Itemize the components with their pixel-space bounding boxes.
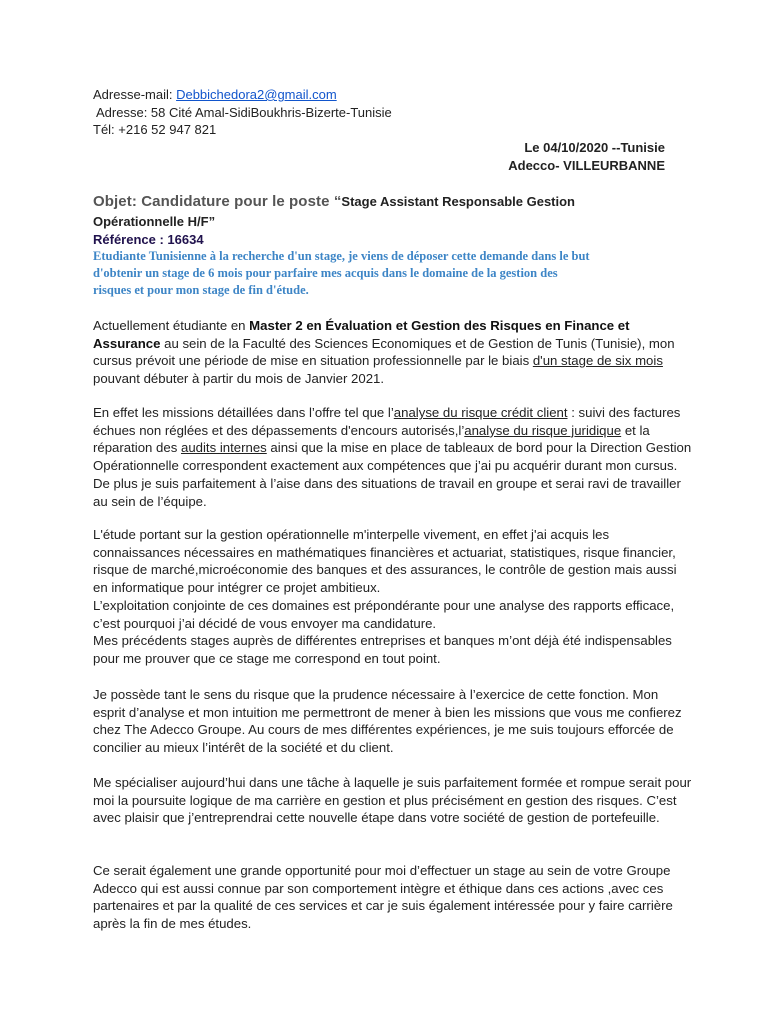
p1-text-a: Actuellement étudiante en (93, 318, 250, 333)
email-link[interactable]: Debbichedora2@gmail.com (176, 87, 337, 102)
p1-degree: Master 2 en Évaluation et Gestion des Risques en Finance et Assurance (93, 318, 630, 351)
p3-text-b: L’exploitation conjointe de ces domaines est prépondérante pour une analyse des rapports efficace, c’est pourquoi j’ai décidé de vous envoyer ma candidature. (93, 597, 675, 631)
recipient-line (508, 157, 665, 175)
paragraph-3 (93, 526, 693, 668)
paragraph-2 (93, 404, 693, 510)
intro-line-3: risques et pour mon stage de fin d'étude. (93, 283, 309, 297)
subject-line (93, 193, 575, 211)
recipient-company: Adecco- (508, 158, 564, 173)
paragraph-5: Me spécialiser aujourd’hui dans une tâche à laquelle je suis parfaitement formée et rompue serait pour moi la poursuite logique de ma carrière en gestion et plus précisément en gestion des risques. C’est avec plaisir que j’entreprendrai cette nouvelle étape dans votre société de gestion de portefeuille. (93, 775, 692, 826)
intro-paragraph (93, 248, 693, 299)
email-line (93, 86, 337, 104)
p3-text-a: L'étude portant sur la gestion opérationnelle m'interpelle vivement, en effet j'ai acquis les connaissances nécessaires en mathématiques financières et actuariat, statistiques, risque financier, risque de marché,microéconomie des banques et des assurances, le contrôle de gestion mais aussi en informatique pour intégrer ce projet ambitieux. (93, 527, 677, 596)
p2-text-e: et la réparation des (93, 422, 650, 456)
p2-text-g: ainsi que la mise en place de tableaux de bord pour la Direction Gestion Opérationnelle correspondent exactement aux compétences que j’ai pu acquérir durant mon cursus. De plus je suis parfaitement à l’aise dans des situations de travail en groupe et serai ravi de travailler au sein de l’équipe. (93, 440, 692, 509)
paragraph-1 (93, 317, 693, 388)
p1-text-c: au sein de la Faculté des Sciences Economiques et de Gestion de Tunis (Tunisie), mon cursus prévoit une période de mise en situation professionnelle par le biais (93, 335, 675, 369)
date-line: Le 04/10/2020 --Tunisie (524, 140, 665, 155)
subject-label: Objet: Candidature pour le poste “ (93, 193, 342, 210)
email-label: Adresse-mail: (93, 87, 177, 102)
paragraph-6: Ce serait également une grande opportunité pour moi d’effectuer un stage au sein de votre Groupe Adecco qui est aussi connue par son comportement intègre et éthique dans ces actions ,avec ces partenaires et par la qualité de ces services et car je suis également intéressée pour y faire carrière après la fin de mes études. (93, 863, 673, 932)
p2-legal-risk: analyse du risque juridique (464, 422, 622, 438)
address-line: Adresse: 58 Cité Amal-SidiBoukhris-Bizerte-Tunisie (96, 105, 392, 120)
p2-text-c: : suivi des factures échues non réglées et des dépassements d'encours autorisés,l’ (93, 405, 681, 438)
paragraph-4: Je possède tant le sens du risque que la prudence nécessaire à l’exercice de cette fonction. Mon esprit d’analyse et mon intuition me permettront de mener à bien les missions que vous me confierez chez The Adecco Groupe. Au cours de mes différentes expériences, je me suis toujours efforcée de concilier au mieux l’intérêt de la société et du client. (93, 687, 682, 756)
intro-line-2: d'obtenir un stage de 6 mois pour parfaire mes acquis dans le domaine de la gestion des (93, 266, 558, 280)
recipient-city: VILLEURBANNE (563, 158, 665, 173)
p2-text-a: En effet les missions détaillées dans l’offre tel que l’ (93, 405, 394, 420)
p2-internal-audits: audits internes (180, 440, 267, 456)
subject-title-part1: Stage Assistant Responsable Gestion (341, 194, 576, 209)
p3-text-c: Mes précédents stages auprès de différentes entreprises et banques m’ont déjà été indispensables pour me prouver que ce stage me correspond en tout point. (93, 633, 672, 666)
p1-internship-duration: d'un stage de six mois (532, 353, 663, 369)
subject-title-part2: Opérationnelle H/F” (93, 214, 216, 229)
intro-line-1: Etudiante Tunisienne à la recherche d'un stage, je viens de déposer cette demande dans le but (93, 249, 590, 263)
p1-text-e: pouvant débuter à partir du mois de Janvier 2021. (93, 371, 385, 387)
phone-line: Tél: +216 52 947 821 (93, 122, 217, 137)
reference: Référence : 16634 (93, 232, 204, 247)
p2-credit-risk: analyse du risque crédit client (393, 405, 568, 420)
